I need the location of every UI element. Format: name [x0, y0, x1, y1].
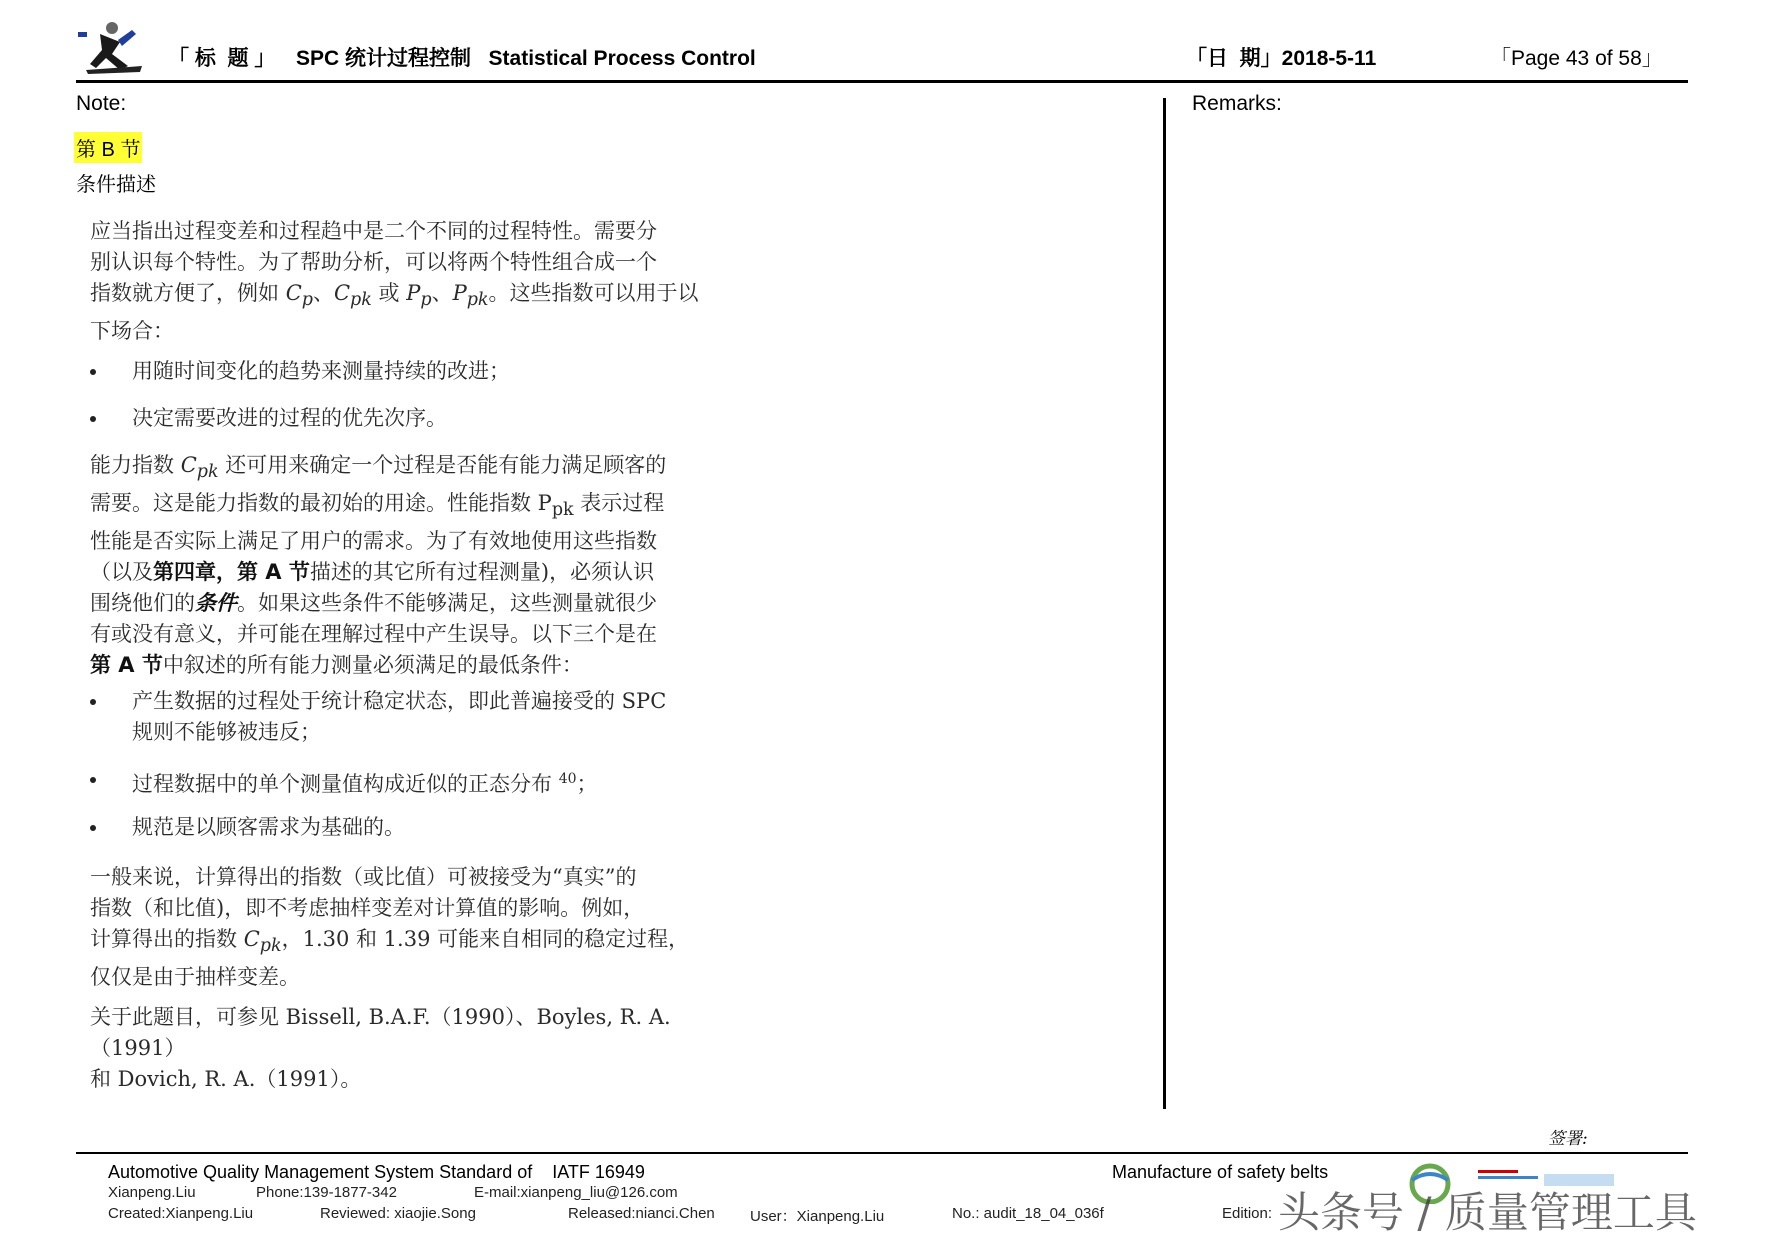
footer-edition: Edition: [1222, 1205, 1273, 1222]
footer-rule [76, 1152, 1688, 1154]
header-title: SPC 统计过程控制 Statistical Process Control [296, 47, 756, 70]
remarks-label: Remarks: [1192, 92, 1282, 115]
bullet-icon [90, 825, 96, 831]
footer-name: Xianpeng.Liu [108, 1184, 196, 1201]
list-item: 用随时间变化的趋势来测量持续的改进； [90, 356, 720, 387]
section-tag: 第 B 节 [74, 132, 142, 163]
footer-phone: Phone:139-1877-342 [256, 1184, 397, 1201]
bullet-icon [90, 416, 96, 422]
header-title-label: 「 标 题 」 [168, 47, 276, 70]
watermark: 头条号 / 质量管理工具 [1278, 1188, 1697, 1237]
paragraph-sampling: 一般来说，计算得出的指数（或比值）可被接受为“真实”的 指数（和比值)，即不考虑抽样变差对计算值的影响。例如， 计算得出的指数 $C_{pk}$，1.30 和 1.39 可能来自相同的稳定过程， 仅仅是由于抽样变差。 [90, 865, 690, 990]
paragraph-capability: 能力指数 $C_{pk}$ 还可用来确定一个过程是否能有能力满足顾客的 需要。这是能力指数的最初始的用途。性能指数 $P_{pk}$ 表示过程 性能是否实际上满足了用户的需求。为了有效地使用这些指数 （以及第四章，第 A 节描述的其它所有过程测量)，必须认识 围绕他们的条件。如果这些条件不能够满足，这些测量就很少 有或没有意义，并可能在理解过程中产生误导。以下三个是在 第 A 节中叙述的所有能力测量必须满足的最低条件： [90, 453, 667, 678]
list-item: 过程数据中的单个测量值构成近似的正态分布 $^{40}$； [90, 764, 720, 800]
column-divider [1163, 98, 1166, 1109]
header-date: 「日 期」2018-5-11 [1186, 47, 1377, 70]
paragraph-references: 关于此题目，可参见 Bissell, B.A.F.（1990）、Boyles, R. A.（1991） 和 Dovich, R. A.（1991）。 [90, 1005, 671, 1091]
header-rule [76, 80, 1688, 83]
paragraph-intro: 应当指出过程变差和过程趋中是二个不同的过程特性。需要分 别认识每个特性。为了帮助分析，可以将两个特性组合成一个 指数就方便了，例如 $C_p$、$C_{pk}$ 或 $P_p$、$P_{pk}$。这些指数可以用于以 下场合： [90, 219, 699, 344]
list-item: 决定需要改进的过程的优先次序。 [90, 403, 720, 434]
header-page-number: 「Page 43 of 58」 [1490, 47, 1663, 70]
bullet-icon [90, 699, 96, 705]
footer-product: Manufacture of safety belts [1112, 1162, 1329, 1182]
bullet-icon [90, 777, 96, 783]
footer-email: E-mail:xianpeng_liu@126.com [474, 1184, 678, 1201]
company-logo [76, 20, 156, 78]
footer-standard: Automotive Quality Management System Standard of IATF 16949 [108, 1162, 645, 1182]
section-subtitle: 条件描述 [76, 174, 156, 196]
list-item: 产生数据的过程处于统计稳定状态，即此普遍接受的 SPC 规则不能够被违反； [90, 686, 720, 748]
footer-reviewed: Reviewed: xiaojie.Song [320, 1205, 476, 1222]
note-label: Note: [76, 92, 127, 115]
footer-user: User：Xianpeng.Liu [750, 1208, 885, 1225]
signature-label: 签署: [1548, 1129, 1588, 1149]
list-item: 规范是以顾客需求为基础的。 [90, 812, 720, 843]
bullet-icon [90, 369, 96, 375]
footer-created: Created:Xianpeng.Liu [108, 1205, 254, 1222]
footer-released: Released:nianci.Chen [568, 1205, 715, 1222]
footer-document-number: No.: audit_18_04_036f [952, 1205, 1104, 1222]
